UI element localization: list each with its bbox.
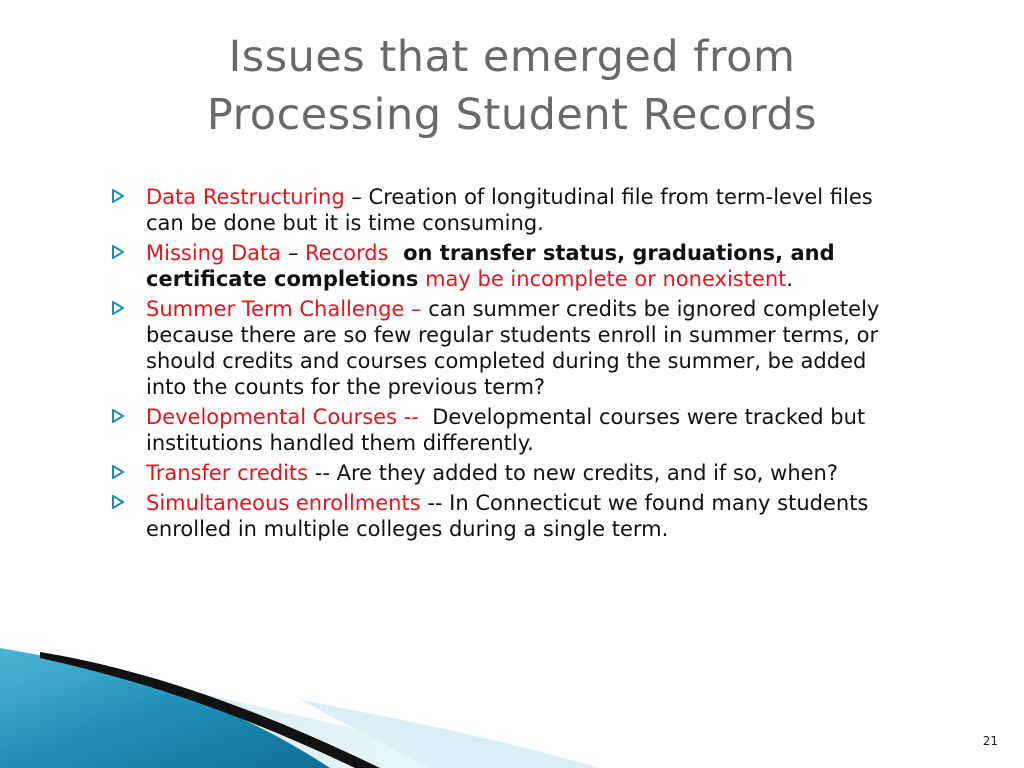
bullet-text: -- Are they added to new credits, and if so, when?	[308, 461, 839, 485]
bullet-separator: –	[281, 241, 305, 265]
bullet-list	[112, 184, 912, 546]
bullet-heading: Data Restructuring	[146, 185, 345, 209]
slide-title	[100, 28, 924, 144]
light-wave-right	[300, 700, 600, 768]
triangle-bullet-icon	[112, 495, 124, 509]
bullet-item-simultaneous-enrollments	[112, 490, 912, 542]
page-number: 21	[982, 734, 998, 748]
slide-title-line-2: Processing Student Records	[206, 90, 818, 140]
bullet-text: – Creation of longitudinal file from term-level files can be done but it is time consuming.	[146, 185, 873, 235]
slide-title-line-1: Issues that emerged from	[228, 32, 796, 82]
bullet-heading: Summer Term Challenge –	[146, 297, 422, 321]
bullet-item-transfer-credits	[112, 460, 912, 486]
bullet-item-data-restructuring	[112, 184, 912, 236]
bullet-heading: Developmental Courses --	[146, 405, 419, 429]
bullet-heading: Missing Data	[146, 241, 282, 265]
light-wave	[0, 652, 520, 768]
bullet-heading: Transfer credits	[146, 461, 309, 485]
bullet-item-missing-data	[112, 240, 912, 292]
bullet-red-tail: may be incomplete or nonexistent	[418, 267, 787, 291]
bullet-heading-secondary: Records	[305, 241, 389, 265]
bullet-text: Developmental courses were tracked but institutions handled them differently.	[146, 405, 872, 455]
bullet-bold-text: on transfer status, graduations, and certificate completions	[146, 241, 842, 291]
bullet-text: -- In Connecticut we found many students enrolled in multiple colleges during a single term.	[146, 491, 869, 541]
triangle-bullet-icon	[112, 189, 124, 203]
bullet-item-summer-term	[112, 296, 912, 400]
triangle-bullet-icon	[112, 465, 124, 479]
triangle-bullet-icon	[112, 301, 124, 315]
blue-wave	[0, 648, 330, 768]
bullet-text: can summer credits be ignored completely because there are so few regular students enroll in summer terms, or should credits and courses completed during the summer, be added into the counts for the previous term?	[146, 297, 880, 399]
black-swoosh	[40, 652, 380, 768]
bullet-item-developmental-courses	[112, 404, 912, 456]
bullet-end: .	[786, 267, 794, 291]
triangle-bullet-icon	[112, 409, 124, 423]
bullet-heading: Simultaneous enrollments	[146, 491, 421, 515]
triangle-bullet-icon	[112, 245, 124, 259]
